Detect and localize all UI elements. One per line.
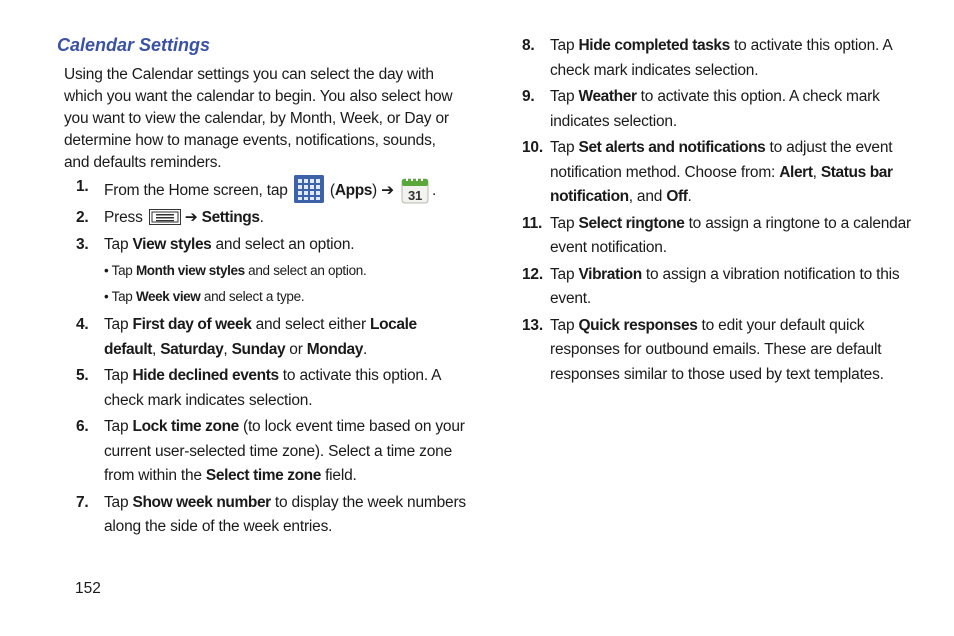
step-number: 11. <box>522 214 543 232</box>
step-10: 10. Tap Set alerts and notifications to adjust the event notification method. Choose from: Alert, Status bar notification, and Off. <box>522 136 922 210</box>
step-number: 9. <box>522 88 535 105</box>
step-number: 7. <box>76 493 89 511</box>
step-number: 13. <box>522 316 543 334</box>
left-column <box>57 34 467 542</box>
step-7: 7. Tap Show week number to display the week numbers along the side of the week entries. <box>57 491 467 540</box>
step-6: 6. Tap Lock time zone (to lock event time based on your current user-selected time zone). Select a time zone from within the Select time zone field. <box>57 415 467 489</box>
step-number: 2. <box>76 209 89 226</box>
intro-paragraph: Using the Calendar settings you can select the day with which you want the calendar to begin. You also select how you want to view the calendar, by Month, Week, or Day or determine how to manage events, notifications, sounds, and defaults reminders. <box>64 66 453 171</box>
step-number: 1. <box>76 178 89 195</box>
page-number: 152 <box>75 580 101 597</box>
step-13: 13. Tap Quick responses to edit your default quick responses for outbound emails. These are default responses similar to those used by text templates. <box>522 314 922 388</box>
step-3-bullet-month: • Tap Month view styles and select an option. <box>104 263 367 278</box>
right-column <box>522 34 922 389</box>
step-number: 6. <box>76 418 89 435</box>
step-11: 11. Tap Select ringtone to assign a ringtone to a calendar event notification. <box>522 212 922 261</box>
step-4: 4. Tap First day of week and select either Locale default, Saturday, Sunday or Monday. <box>57 313 467 362</box>
step-number: 8. <box>522 37 535 54</box>
step-number: 3. <box>76 235 89 253</box>
calendar-icon <box>401 176 429 204</box>
step-2: 2. Press ➔ Settings. <box>57 206 467 231</box>
apps-grid-icon <box>294 175 324 203</box>
step-number: 12. <box>522 265 543 283</box>
step-5: 5. Tap Hide declined events to activate this option. A check mark indicates selection. <box>57 364 467 413</box>
step-number: 10. <box>522 139 543 156</box>
step-number: 5. <box>76 367 89 384</box>
step-3-bullet-week: • Tap Week view and select a type. <box>104 289 305 304</box>
step-12: 12. Tap Vibration to assign a vibration notification to this event. <box>522 263 922 312</box>
step-9: 9. Tap Weather to activate this option. A check mark indicates selection. <box>522 85 922 134</box>
step-number: 4. <box>76 316 89 333</box>
svg-text:31: 31 <box>407 188 422 203</box>
menu-key-icon <box>149 209 181 225</box>
step-3: 3. Tap View styles and select an option. <box>57 233 467 258</box>
section-title: Calendar Settings <box>57 35 211 55</box>
step-1: 1. From the Home screen, tap (Apps) ➔ 31 . <box>57 175 467 204</box>
step-8: 8. Tap Hide completed tasks to activate this option. A check mark indicates selection. <box>522 34 922 83</box>
